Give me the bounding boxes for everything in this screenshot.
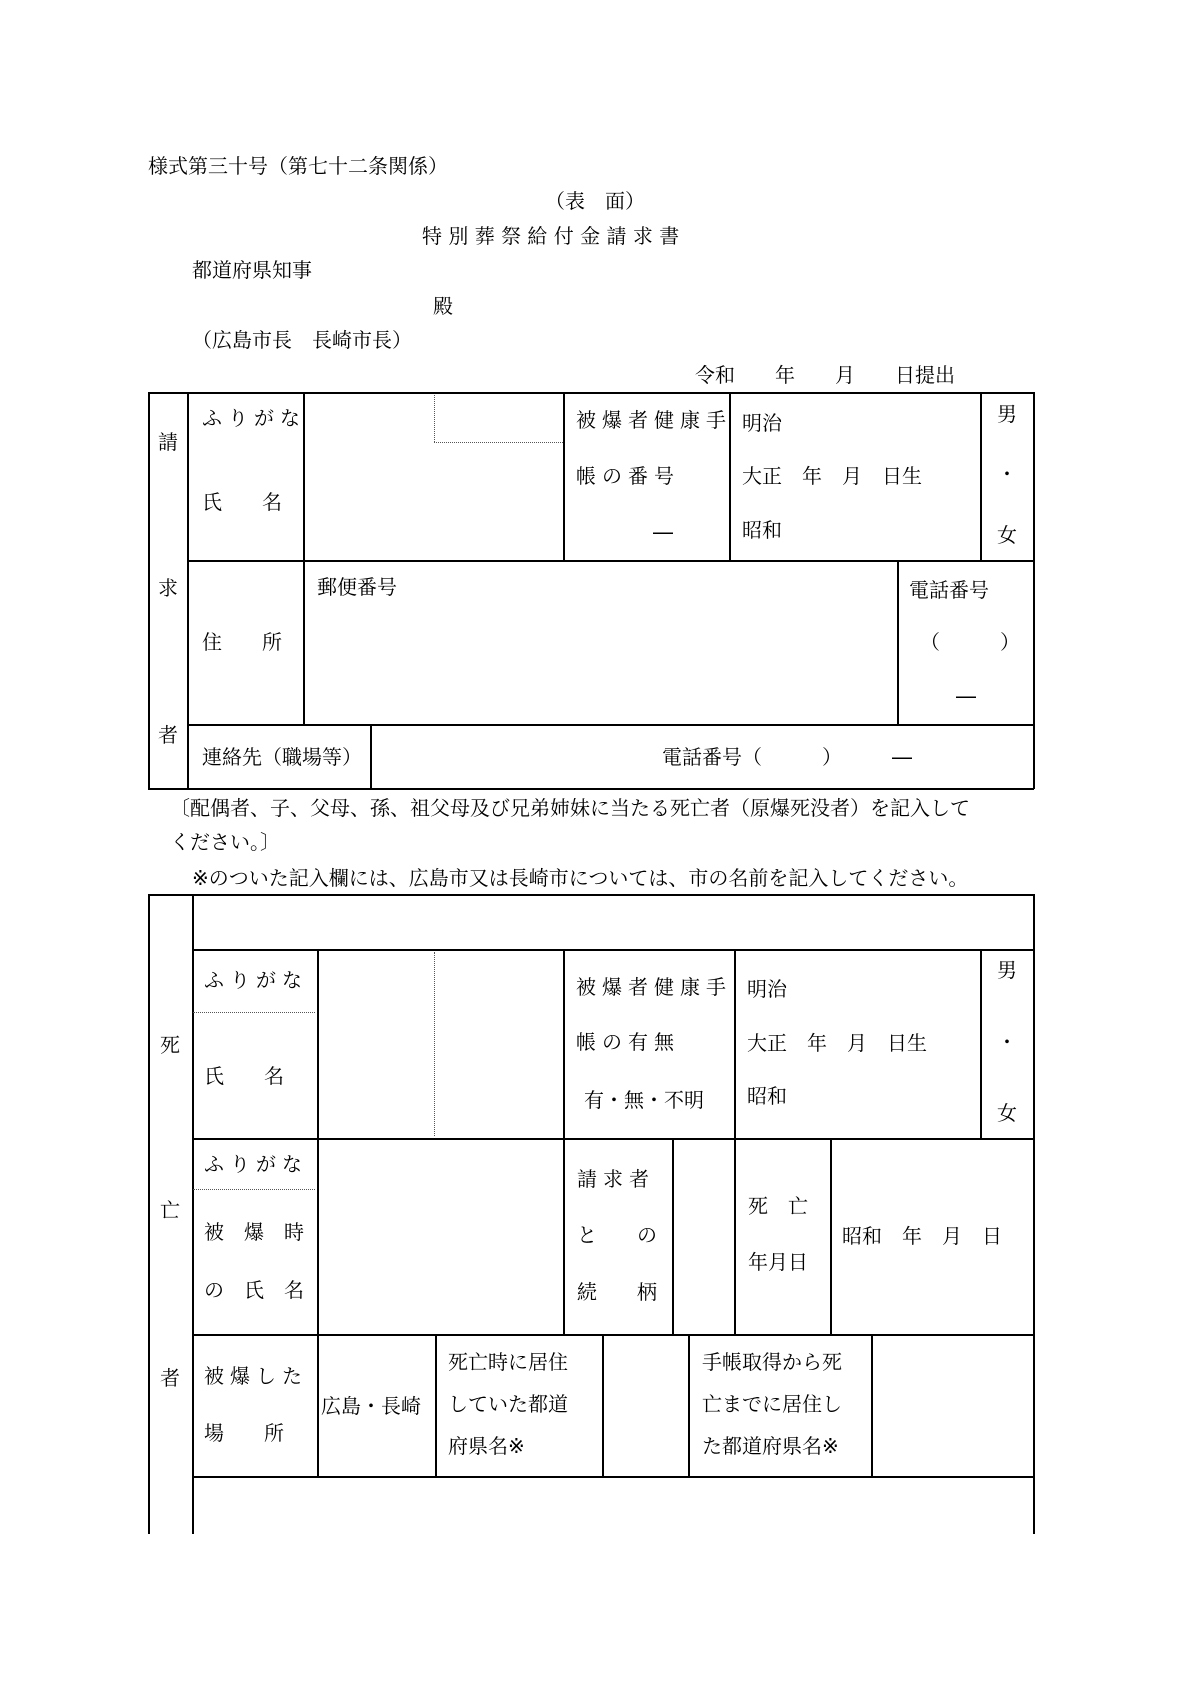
techo-options[interactable]: 有・無・不明 <box>584 1088 704 1112</box>
contact-phone: 電話番号（ ） ― <box>662 745 912 769</box>
section-char: 死 <box>160 1033 180 1057</box>
sex-female[interactable]: 女 <box>997 523 1017 547</box>
hibaku-name-label: の 氏 名 <box>204 1278 304 1302</box>
era-showa: 昭和 <box>747 1084 787 1108</box>
claimant-name-field[interactable] <box>305 394 561 558</box>
section-char: 亡 <box>160 1198 180 1222</box>
techo-label: 帳の有無 <box>576 1030 680 1054</box>
section-char: 者 <box>160 1366 180 1390</box>
pref-label: していた都道 <box>448 1392 568 1416</box>
pref-at-death-field[interactable] <box>604 1336 686 1474</box>
pref-after-techo-field[interactable] <box>873 1336 1031 1474</box>
death-date-label: 年月日 <box>748 1250 808 1274</box>
sex-dot: ・ <box>997 462 1017 486</box>
place-label: 被爆した <box>204 1364 308 1388</box>
section-char: 請 <box>158 430 178 454</box>
addressee-city: （広島市長 長崎市長） <box>192 328 412 352</box>
form-number: 様式第三十号（第七十二条関係） <box>148 154 448 178</box>
era-showa: 昭和 <box>742 518 782 542</box>
era-meiji: 明治 <box>747 977 787 1001</box>
furigana-label: ふりがな <box>204 1152 308 1176</box>
sex-female[interactable]: 女 <box>997 1101 1017 1125</box>
section-char: 者 <box>158 723 178 747</box>
name-label: 氏 名 <box>202 490 282 514</box>
address-field[interactable] <box>305 600 895 722</box>
techo-dash: ― <box>653 520 673 544</box>
place-label: 場 所 <box>204 1421 284 1445</box>
birth-date: 大正 年 月 日生 <box>747 1031 927 1055</box>
note-line: ※のついた記入欄には、広島市又は長崎市については、市の名前を記入してください。 <box>192 866 969 890</box>
pref-label: 府県名※ <box>448 1434 525 1458</box>
postal-label: 郵便番号 <box>317 575 397 599</box>
techo-label: 帳の番号 <box>576 464 680 488</box>
techo-label: 被爆者健康手 <box>576 975 732 999</box>
note-line: ください。〕 <box>170 830 280 854</box>
techo-label: 被爆者健康手 <box>576 408 732 432</box>
birth-date: 大正 年 月 日生 <box>742 464 922 488</box>
dono: 殿 <box>433 294 453 318</box>
section-char: 求 <box>158 576 178 600</box>
note-line: 〔配偶者、子、父母、孫、祖父母及び兄弟姉妹に当たる死亡者（原爆死没者）を記入して <box>170 796 970 820</box>
furigana-label: ふりがな <box>204 968 308 992</box>
form-title: 特 別 葬 祭 給 付 金 請 求 書 <box>422 224 680 248</box>
relation-label: 請求者 <box>577 1167 655 1191</box>
pref-b-label: た都道府県名※ <box>702 1434 839 1458</box>
pref-b-label: 手帳取得から死 <box>702 1350 842 1374</box>
deceased-top-field[interactable] <box>194 896 1032 948</box>
hibaku-name-label: 被 爆 時 <box>204 1220 304 1244</box>
death-date: 昭和 年 月 日 <box>842 1224 1002 1248</box>
furigana-label: ふりがな <box>202 406 306 430</box>
deceased-name-field[interactable] <box>319 951 561 1137</box>
hibaku-name-field[interactable] <box>319 1140 561 1332</box>
relation-field[interactable] <box>674 1140 732 1332</box>
phone-label: 電話番号 <box>909 578 989 602</box>
addressee: 都道府県知事 <box>192 258 312 282</box>
era-meiji: 明治 <box>742 411 782 435</box>
sex-male[interactable]: 男 <box>997 402 1017 426</box>
place-options[interactable]: 広島・長崎 <box>321 1394 421 1418</box>
address-label: 住 所 <box>202 630 282 654</box>
sex-male[interactable]: 男 <box>997 958 1017 982</box>
pref-label: 死亡時に居住 <box>448 1350 568 1374</box>
relation-label: 続 柄 <box>577 1280 657 1304</box>
sex-dot: ・ <box>997 1030 1017 1054</box>
phone-paren: （ ） <box>920 630 1020 654</box>
death-date-label: 死 亡 <box>748 1194 808 1218</box>
side-label: （表 面） <box>545 189 645 213</box>
phone-dash: ― <box>956 684 976 708</box>
deceased-bottom-field[interactable] <box>194 1478 1032 1532</box>
name-label: 氏 名 <box>204 1064 284 1088</box>
pref-b-label: 亡までに居住し <box>702 1392 842 1416</box>
relation-label: と の <box>577 1223 657 1247</box>
contact-label: 連絡先（職場等） <box>202 745 362 769</box>
submission-date: 令和 年 月 日提出 <box>695 363 955 387</box>
